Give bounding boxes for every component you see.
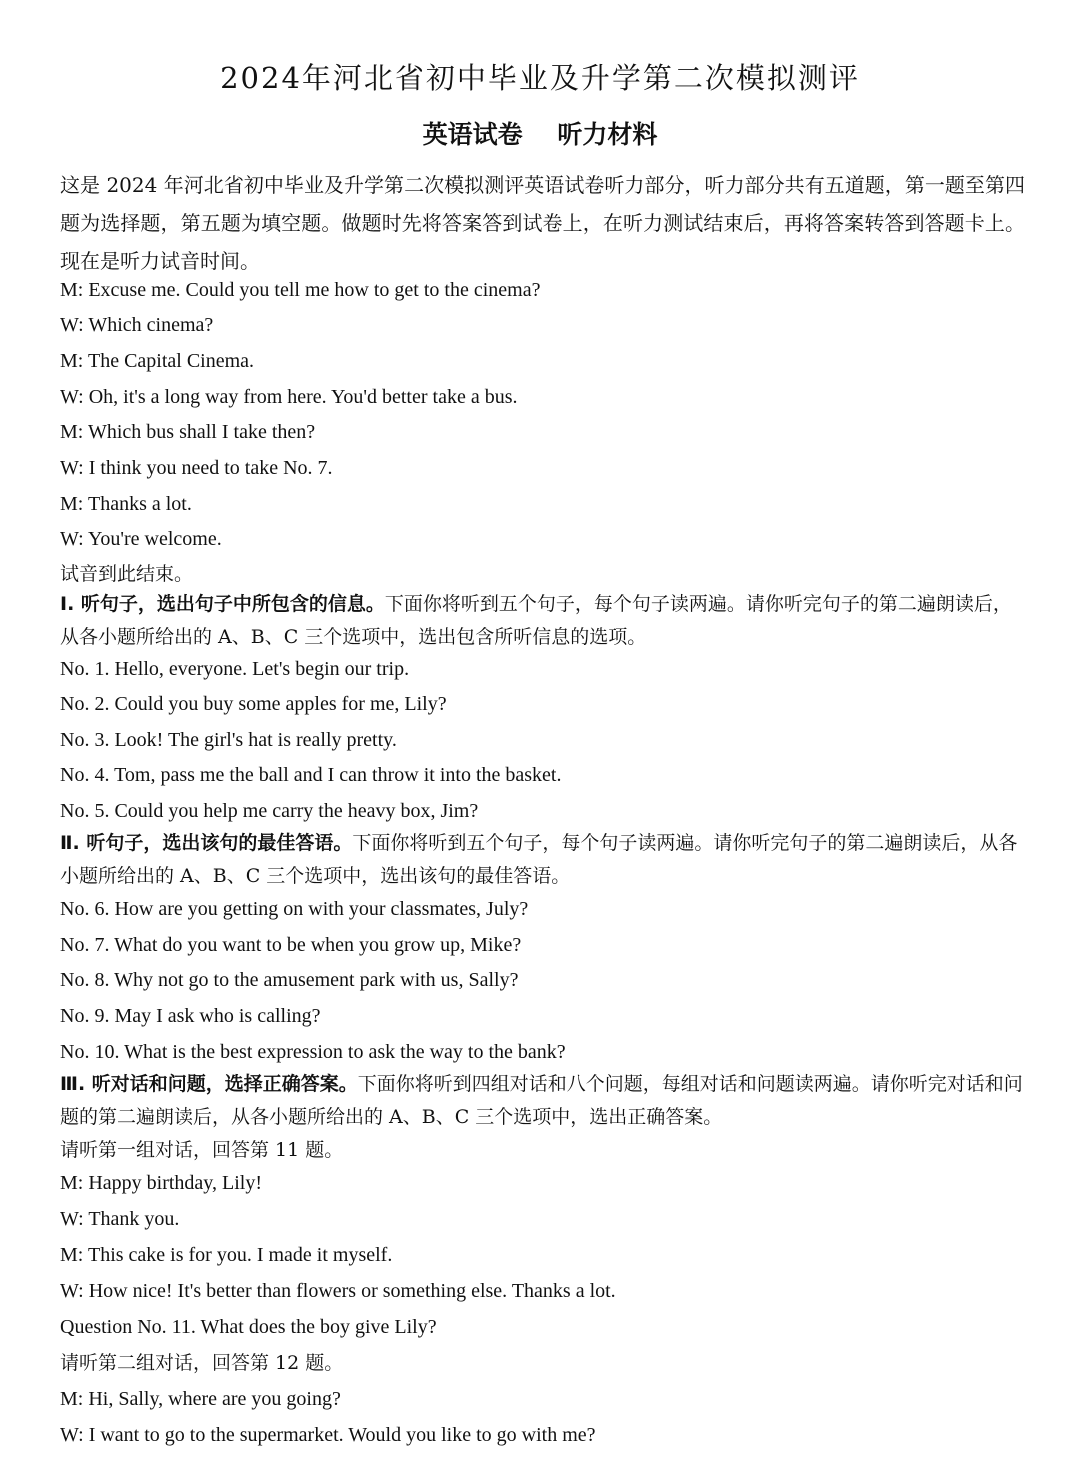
list-item: No. 1. Hello, everyone. Let's begin our trip. — [60, 658, 410, 680]
trial-line: W: I think you need to take No. 7. — [60, 457, 333, 479]
section-3-instruction: 下面你将听到四组对话和八个问题，每组对话和问题读两遍。请你听完对话和问题的第二遍朗读后，从各小题所给出的 A、B、C 三个选项中，选出正确答案。 — [60, 1073, 1023, 1128]
dialogue-line: W: I want to go to the supermarket. Would you like to go with me? — [60, 1424, 596, 1446]
trial-line: M: Excuse me. Could you tell me how to get to the cinema? — [60, 279, 541, 301]
trial-line: M: The Capital Cinema. — [60, 350, 255, 372]
dialogue-line: M: Hi, Sally, where are you going? — [60, 1388, 341, 1410]
question-line: Question No. 11. What does the boy give Lily? — [60, 1316, 437, 1338]
dialogue-line: M: Happy birthday, Lily! — [60, 1172, 263, 1194]
list-item: No. 4. Tom, pass me the ball and I can throw it into the basket. — [60, 764, 562, 786]
section-1-heading — [60, 588, 1030, 654]
section-3-heading — [60, 1068, 1030, 1134]
list-item: No. 3. Look! The girl's hat is really pretty. — [60, 729, 397, 751]
trial-line: M: Thanks a lot. — [60, 493, 192, 515]
list-item: No. 2. Could you buy some apples for me, Lily? — [60, 693, 447, 715]
dialogue-line: W: How nice! It's better than flowers or something else. Thanks a lot. — [60, 1280, 616, 1302]
list-item: No. 6. How are you getting on with your classmates, July? — [60, 898, 529, 920]
trial-line: W: Which cinema? — [60, 314, 214, 336]
page-title: 2024年河北省初中毕业及升学第二次模拟测评 — [220, 61, 860, 95]
section-2-title: Ⅱ. 听句子，选出该句的最佳答语。 — [60, 832, 353, 854]
dialogue-line: W: Thank you. — [60, 1208, 180, 1230]
section-2-heading — [60, 827, 1030, 893]
section-2-instruction: 下面你将听到五个句子，每个句子读两遍。请你听完句子的第二遍朗读后，从各小题所给出的 A、B、C 三个选项中，选出该句的最佳答语。 — [60, 832, 1018, 887]
section-3-title: Ⅲ. 听对话和问题，选择正确答案。 — [60, 1073, 358, 1095]
list-item: No. 10. What is the best expression to ask the way to the bank? — [60, 1041, 566, 1063]
trial-line: W: Oh, it's a long way from here. You'd better take a bus. — [60, 386, 518, 408]
dialogue-line: M: This cake is for you. I made it myself. — [60, 1244, 393, 1266]
page-subtitle: 英语试卷 听力材料 — [422, 120, 658, 149]
list-item: No. 9. May I ask who is calling? — [60, 1005, 321, 1027]
section-1-instruction: 下面你将听到五个句子，每个句子读两遍。请你听完句子的第二遍朗读后，从各小题所给出的 A、B、C 三个选项中，选出包含所听信息的选项。 — [60, 593, 1012, 648]
list-item: No. 5. Could you help me carry the heavy box, Jim? — [60, 800, 479, 822]
group-2-intro: 请听第二组对话，回答第 12 题。 — [60, 1352, 344, 1374]
trial-line: W: You're welcome. — [60, 528, 222, 550]
trial-line: M: Which bus shall I take then? — [60, 421, 316, 443]
list-item: No. 7. What do you want to be when you grow up, Mike? — [60, 934, 522, 956]
trial-end-note: 试音到此结束。 — [60, 563, 194, 585]
group-1-intro: 请听第一组对话，回答第 11 题。 — [60, 1139, 344, 1161]
list-item: No. 8. Why not go to the amusement park with us, Sally? — [60, 969, 519, 991]
section-1-title: Ⅰ. 听句子，选出句子中所包含的信息。 — [60, 593, 385, 615]
intro-paragraph: 这是 2024 年河北省初中毕业及升学第二次模拟测评英语试卷听力部分，听力部分共有五道题，第一题至第四题为选择题，第五题为填空题。做题时先将答案答到试卷上，在听力测试结束后，再将答案转答到答题卡上。现在是听力试音时间。 — [60, 173, 1025, 273]
